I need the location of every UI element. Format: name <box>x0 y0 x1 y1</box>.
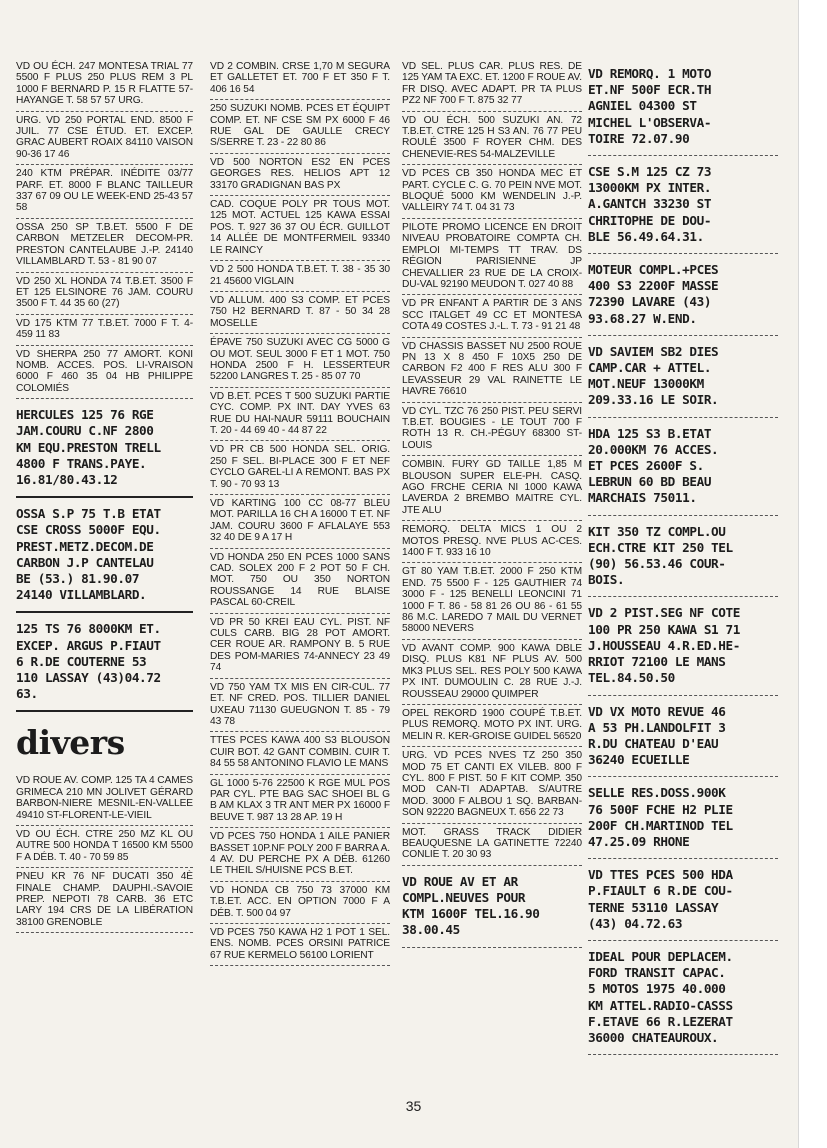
classified-ad: VD PCES CB 350 HONDA MEC ET PART. CYCLE C. G. 70 PEIN NVE MOT. BLOQUÉ 5000 KM WENDELIN J.-P. VALLEIRY 74 T. 04 31 73 <box>402 165 582 219</box>
classified-ad: HERCULES 125 76 RGE JAM.COURU C.NF 2800 KM EQU.PRESTON TRELL 4800 F TRANS.PAYE. 16.81/80.43.12 <box>16 399 193 498</box>
classified-ad: GL 1000 5-76 22500 K RGE MUL POS PAR CYL. PTE BAG SAC SHOEI BL G B AM KLAX 3 TR ANT MER PX 16000 F BEUVE T. 987 13 28 AP. 19 H <box>210 775 390 829</box>
classified-ad: IDEAL POUR DEPLACEM. FORD TRANSIT CAPAC. 5 MOTOS 1975 40.000 KM ATTEL.RADIO-CASSS F.ETAVE 66 R.LEZERAT 36000 CHATEAUROUX. <box>588 941 778 1055</box>
classified-ad: VD 2 500 HONDA T.B.ET. T. 38 - 35 30 21 45600 VIGLAIN <box>210 261 390 292</box>
classified-ad: VD 250 XL HONDA 74 T.B.ET. 3500 F ET 125 ELSINORE 76 JAM. COURU 3500 F T. 44 35 60 (27) <box>16 273 193 315</box>
classified-ad: VD PR CB 500 HONDA SEL. ORIG. 250 F SEL. BI-PLACE 300 F ET NEF CYCLO GAREL-LI A REMONT. BAS PX T. 90 - 70 93 13 <box>210 441 390 495</box>
classified-ad: VD HONDA 250 EN PCES 1000 SANS CAD. SOLEX 200 F 2 POT 50 F CH. MOT. 750 OU 350 NORTON ROUSSANGE 14 RUE BLAISE PASCAL 60-CREIL <box>210 549 390 614</box>
classified-ad: COMBIN. FURY GD TAILLE 1,85 M BLOUSON SUPER ELE-PH. CASQ. AGO FRCHE CERIA NI 1000 KAWA LAVERDA 2 BREMBO MAITRE CYL. JTE ALU <box>402 456 582 521</box>
classified-ad: TTES PCES KAWA 400 S3 BLOUSON CUIR BOT. 42 GANT COMBIN. CUIR T. 84 55 58 ANTONINO FLAVIO LE MANS <box>210 732 390 774</box>
ads-column-4 <box>588 58 778 1055</box>
classified-ad: VD HONDA CB 750 73 37000 KM T.B.ET. ACC. EN OPTION 7000 F A DÉB. T. 500 04 97 <box>210 882 390 924</box>
classified-ad: REMORQ. DELTA MICS 1 OU 2 MOTOS PRESQ. NVE PLUS AC-CES. 1400 F T. 933 16 10 <box>402 521 582 563</box>
classified-ad: CAD. COQUE POLY PR TOUS MOT. 125 MOT. ACTUEL 125 KAWA ESSAI POS. T. 927 36 37 OU ÉCR. GUILLOT 14 ALLÉE DE MONTFERMEIL 93340 LE RAINCY <box>210 196 390 261</box>
classified-ad: URG. VD 250 PORTAL END. 8500 F JUIL. 77 CSE ÉTUD. ET. EXCEP. GRAC AUBERT ROAIX 84110 VAISON 90-36 17 46 <box>16 112 193 166</box>
ads-column-1 <box>16 58 193 933</box>
classified-ad: CSE S.M 125 CZ 73 13000KM PX INTER. A.GANTCH 33230 ST CHRITOPHE DE DOU- BLE 56.49.64.31. <box>588 156 778 254</box>
classified-ad: PNEU KR 76 NF DUCATI 350 4È FINALE CHAMP. DAUPHI.-SAVOIE PREP. NEPOTI 78 CARB. 36 ETC LARY 194 CRS DE LA LIBÉRATION 38100 GRENOBLE <box>16 868 193 933</box>
classified-ad: VD 2 COMBIN. CRSE 1,70 M SEGURA ET GALLETET ET. 700 F ET 350 F T. 406 16 54 <box>210 58 390 100</box>
classified-ad: OSSA S.P 75 T.B ETAT CSE CROSS 5000F EQU. PREST.METZ.DECOM.DE CARBON J.P CANTELAU BE (53.) 81.90.07 24140 VILLAMBLARD. <box>16 498 193 613</box>
classified-ad: MOTEUR COMPL.+PCES 400 S3 2200F MASSE 72390 LAVARE (43) 93.68.27 W.END. <box>588 254 778 336</box>
classified-ad: KIT 350 TZ COMPL.OU ECH.CTRE KIT 250 TEL (90) 56.53.46 COUR- BOIS. <box>588 516 778 598</box>
classified-ad: VD PCES 750 HONDA 1 AILE PANIER BASSET 10P.NF POLY 200 F BARRA A. 4 AV. DU PERCHE PX A DÉB. 61260 LE THEIL S/HUISNE PCS B.ET. <box>210 828 390 882</box>
classified-ad: VD OU ÉCH. 500 SUZUKI AN. 72 T.B.ET. CTRE 125 H S3 AN. 76 77 PEU ROULÉ 3500 F ROYER CHM. DES CHENEVIE-RES 54-MALZEVILLE <box>402 112 582 166</box>
ads-column-2 <box>210 58 390 966</box>
page-number: 35 <box>405 1098 422 1114</box>
classified-ad: VD TTES PCES 500 HDA P.FIAULT 6 R.DE COU- TERNE 53110 LASSAY (43) 04.72.63 <box>588 859 778 941</box>
classified-ad: VD PR 50 KREI EAU CYL. PIST. NF CULS CARB. BIG 28 POT AMORT. CER ROUE AR. RAMPONY B. 5 RUE DES POM-MARIES 74-ANNECY 23 49 74 <box>210 614 390 679</box>
classified-ad: 250 SUZUKI NOMB. PCES ET ÉQUIPT COMP. ET. NF CSE SM PX 6000 F 46 RUE GAL DE GAULLE CRECY S/SERRE T. 23 - 22 80 86 <box>210 100 390 154</box>
classified-ad: PILOTE PROMO LICENCE EN DROIT NIVEAU PROBATOIRE COMPTA CH. EMPLOI MI-TEMPS TT TRAV. DS RÉGION PARISIENNE JP CHEVALLIER 23 RUE DE LA CROIX-DU-VAL 92190 MEUDON T. 027 40 88 <box>402 219 582 295</box>
classified-ad: VD KARTING 100 CC 08-77 BLEU MOT. PARILLA 16 CH A 16000 T ET. NF JAM. COURU 3600 F AFLALAYE 553 32 40 DE 9 A 17 H <box>210 495 390 549</box>
classified-ad: VD SEL. PLUS CAR. PLUS RES. DE 125 YAM TA EXC. ET. 1200 F ROUE AV. FR DISQ. AVEC ADAPT. PR TA PLUS PZ2 NF 700 F T. 875 32 77 <box>402 58 582 112</box>
classified-ad: VD ROUE AV. COMP. 125 TA 4 CAMES GRIMECA 210 MN JOLIVET GÉRARD BARBON-NIERE MESNIL-EN-VALLEE 49410 ST-FLORENT-LE-VIEIL <box>16 772 193 826</box>
classified-ad: VD CHASSIS BASSET NU 2500 ROUE PN 13 X 8 450 F 10X5 250 DE CARBON F2 400 F RES ALU 300 F LEVASSEUR 29 VAL RAINETTE LE HAVRE 76610 <box>402 338 582 403</box>
classified-ad: VD AVANT COMP. 900 KAWA DBLE DISQ. PLUS K81 NF PLUS AV. 500 MK3 PLUS SEL. RES POLY 500 KAWA PX INT. DUMOULIN C. 28 RUE J.-J. ROUSSEAU 29000 QUIMPER <box>402 640 582 705</box>
classified-ad: VD REMORQ. 1 MOTO ET.NF 500F ECR.TH AGNIEL 04300 ST MICHEL L'OBSERVA- TOIRE 72.07.90 <box>588 58 778 156</box>
classified-ad: VD ALLUM. 400 S3 COMP. ET PCES 750 H2 BERNARD T. 87 - 50 34 28 MOSELLE <box>210 292 390 334</box>
classified-ad: URG. VD PCES NVES TZ 250 350 MOD 75 ET CANTI EX VILEB. 800 F CYL. 800 F PIST. 50 F KIT COMP. 350 MOD CAN-TI ADAPTAB. S/AUTRE MOD. 3000 F ALBOU 1 SQ. BARBAN-SON 92220 BAGNEUX T. 656 22 73 <box>402 747 582 823</box>
classified-ad: VD PR ENFANT A PARTIR DE 3 ANS SCC ITALGET 49 CC ET MONTESA COTA 49 COSTES J.-L. T. 73 - 91 21 48 <box>402 295 582 337</box>
classified-ad: HDA 125 S3 B.ETAT 20.000KM 76 ACCES. ET PCES 2600F S. LEBRUN 60 BD BEAU MARCHAIS 75011. <box>588 418 778 516</box>
classified-ad: 240 KTM PRÉPAR. INÉDITE 03/77 PARF. ET. 8000 F BLANC TAILLEUR 337 67 09 OU LE WEEK-END 25-43 57 58 <box>16 165 193 219</box>
classified-ad: VD 2 PIST.SEG NF COTE 100 PR 250 KAWA S1 71 J.HOUSSEAU 4.R.ED.HE- RRIOT 72100 LE MANS TEL.84.50.50 <box>588 597 778 695</box>
classified-ad: VD VX MOTO REVUE 46 A 53 PH.LANDOLFIT 3 R.DU CHATEAU D'EAU 36240 ECUEILLE <box>588 696 778 778</box>
classified-ad: VD B.ET. PCES T 500 SUZUKI PARTIE CYC. COMP. PX INT. DAY YVES 63 RUE DU HAI-NAUR 59111 BOUCHAIN T. 20 - 44 69 40 - 44 87 22 <box>210 388 390 442</box>
ads-column-3 <box>402 58 582 948</box>
classified-ad: VD 500 NORTON ES2 EN PCES GEORGES RES. HELIOS APT 12 33170 GRADIGNAN BAS PX <box>210 154 390 196</box>
page-edge <box>798 0 827 1148</box>
classified-ad: VD ROUE AV ET AR COMPL.NEUVES POUR KTM 1600F TEL.16.90 38.00.45 <box>402 866 582 948</box>
classified-ad: VD SAVIEM SB2 DIES CAMP.CAR + ATTEL. MOT.NEUF 13000KM 209.33.16 LE SOIR. <box>588 336 778 418</box>
classified-ad: OSSA 250 SP T.B.ET. 5500 F DE CARBON METZELER DECOM-PR. PRESTON CANTELAUBE J.-P. 24140 VILLAMBLARD T. 53 - 81 90 07 <box>16 219 193 273</box>
classified-ad: MOT. GRASS TRACK DIDIER BEAUQUESNE LA GATINETTE 72240 CONLIE T. 20 30 93 <box>402 824 582 866</box>
classified-ad: VD SHERPA 250 77 AMORT. KONI NOMB. ACCES. POS. LI-VRAISON 6000 F 460 35 04 HB PHILIPPE COLOMIÉS <box>16 346 193 400</box>
classified-ad: VD PCES 750 KAWA H2 1 POT 1 SEL. ENS. NOMB. PCES ORSINI PATRICE 67 RUE KERMELO 56100 LORIENT <box>210 924 390 966</box>
classified-ad: SELLE RES.DOSS.900K 76 500F FCHE H2 PLIE 200F CH.MARTINOD TEL 47.25.09 RHONE <box>588 777 778 859</box>
classified-ad: VD CYL. TZC 76 250 PIST. PEU SERVI T.B.ET. BOUGIES - LE TOUT 700 F ROTH 13 R. CH.-PÉGUY 68300 ST-LOUIS <box>402 403 582 457</box>
classified-ad: VD OU ÉCH. 247 MONTESA TRIAL 77 5500 F PLUS 250 PLUS REM 3 PL 1000 F BERNARD P. 15 R FLATTE 57-HAYANGE T. 58 57 57 URG. <box>16 58 193 112</box>
classified-ad: VD 175 KTM 77 T.B.ET. 7000 F T. 4-459 11 83 <box>16 315 193 346</box>
classified-ad: VD 750 YAM TX MIS EN CIR-CUL. 77 ET. NF CRED. POS. TILLIER DANIEL UXEAU 71130 GUEUGNON T. 85 - 79 43 78 <box>210 679 390 733</box>
classified-ad: GT 80 YAM T.B.ET. 2000 F 250 KTM END. 75 5500 F - 125 GAUTHIER 74 3000 F - 125 BENELLI LEONCINI 71 1000 F T. 86 - 58 81 26 OU 86 - 61 55 86 M.C. LAREDO 7 MAIL DU VERNET 58000 NEVERS <box>402 563 582 639</box>
classified-ad: 125 TS 76 8000KM ET. EXCEP. ARGUS P.FIAUT 6 R.DE COUTERNE 53 110 LASSAY (43)04.72 63. <box>16 613 193 712</box>
classified-ad: OPEL REKORD 1900 COUPÉ T.B.ET. PLUS REMORQ. MOTO PX INT. URG. MELIN R. KER-GROISE GUIDEL 56520 <box>402 705 582 747</box>
section-heading: divers <box>16 723 125 763</box>
classified-ad: VD OU ÉCH. CTRE 250 MZ KL OU AUTRE 500 HONDA T 16500 KM 5500 F A DÉB. T. 40 - 70 59 85 <box>16 826 193 868</box>
classified-ad: ÉPAVE 750 SUZUKI AVEC CG 5000 G OU MOT. SEUL 3000 F ET 1 MOT. 750 HONDA 2500 F H. LESSERTEUR 52200 LANGRES T. 25 - 85 07 70 <box>210 334 390 388</box>
